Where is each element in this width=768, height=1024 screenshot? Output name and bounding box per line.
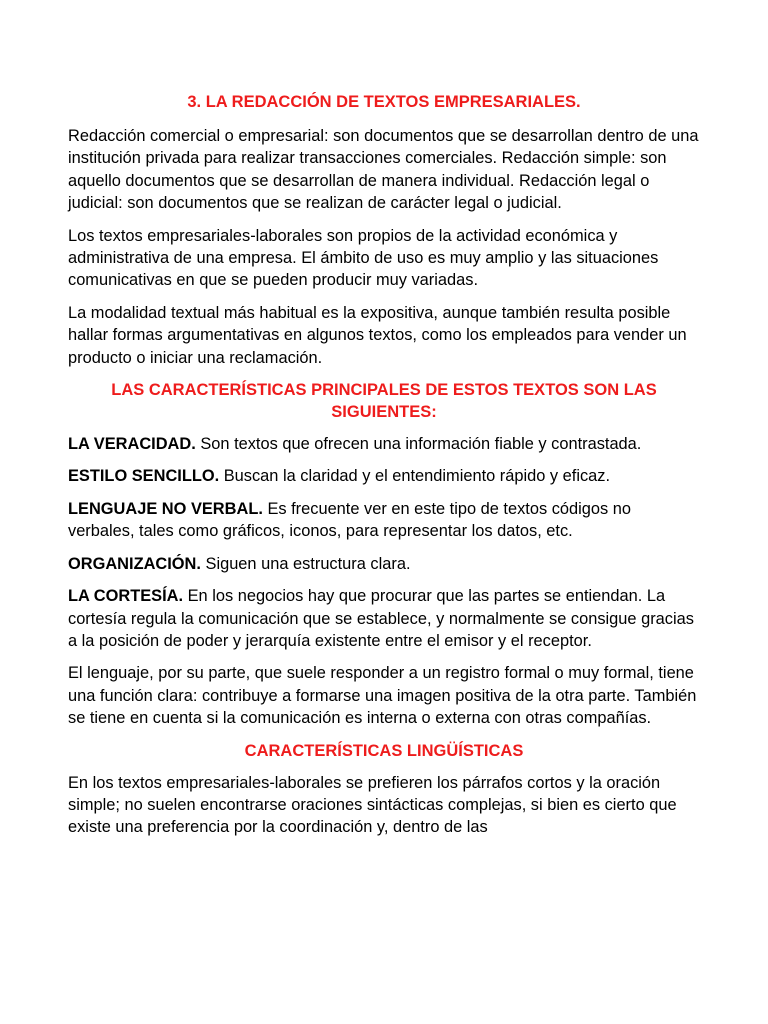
paragraph-modalidad-textual: La modalidad textual más habitual es la expositiva, aunque también resulta posible hallar formas argumentativas en algunos textos, como los empleados para vender un producto o iniciar una reclamación.: [68, 303, 687, 367]
characteristic-term: LENGUAJE NO VERBAL.: [68, 499, 263, 518]
characteristic-term: ESTILO SENCILLO.: [68, 467, 220, 486]
characteristic-term: LA VERACIDAD.: [68, 435, 196, 454]
characteristic-item: [68, 553, 700, 575]
characteristic-item: [68, 498, 700, 543]
characteristic-item: [68, 585, 700, 652]
section-heading: 3. LA REDACCIÓN DE TEXTOS EMPRESARIALES.: [187, 93, 581, 111]
characteristic-text: En los negocios hay que procurar que las partes se entiendan. La cortesía regula la comunicación que se establece, y normalmente se consigue gracias a la posición de poder y jerarquía existente entre el emisor y el receptor.: [68, 587, 694, 650]
paragraph-lenguaje: El lenguaje, por su parte, que suele responder a un registro formal o muy formal, tiene una función clara: contribuye a formarse una imagen positiva de la otra parte. También se tiene en cuenta si la comunicación es interna o externa con otras compañías.: [68, 664, 697, 728]
paragraph-textos-empresariales: Los textos empresariales-laborales son propios de la actividad económica y administrativa de una empresa. El ámbito de uso es muy amplio y las situaciones comunicativas en que se pueden producir muy variadas.: [68, 226, 659, 290]
characteristic-term: ORGANIZACIÓN.: [68, 554, 201, 573]
characteristic-item: [68, 433, 700, 455]
linguistic-heading: CARACTERÍSTICAS LINGÜÍSTICAS: [244, 741, 524, 760]
characteristic-text: Siguen una estructura clara.: [200, 554, 411, 573]
paragraph-linguistic: En los textos empresariales-laborales se prefieren los párrafos cortos y la oración simple; no suelen encontrarse oraciones sintácticas complejas, si bien es cierto que existe una preferencia por la coordinación y, dentro de las: [68, 773, 677, 837]
characteristics-heading: LAS CARACTERÍSTICAS PRINCIPALES DE ESTOS TEXTOS SON LAS SIGUIENTES:: [111, 381, 657, 422]
characteristic-text: Buscan la claridad y el entendimiento rápido y eficaz.: [219, 467, 611, 486]
paragraph-redaccion-types: Redacción comercial o empresarial: son documentos que se desarrollan dentro de una institución privada para realizar transacciones comerciales. Redacción simple: son aquello documentos que se desarrollan de manera individual. Redacción legal o judicial: son documentos que se realizan de carácter legal o judicial.: [68, 127, 699, 213]
characteristic-term: LA CORTESÍA.: [68, 587, 184, 606]
characteristic-text: Son textos que ofrecen una información fiable y contrastada.: [195, 435, 642, 454]
document-body: [68, 91, 700, 849]
characteristic-item: [68, 465, 700, 487]
characteristic-text: Es frecuente ver en este tipo de textos códigos no verbales, tales como gráficos, iconos, para representar los datos, etc.: [68, 499, 631, 541]
